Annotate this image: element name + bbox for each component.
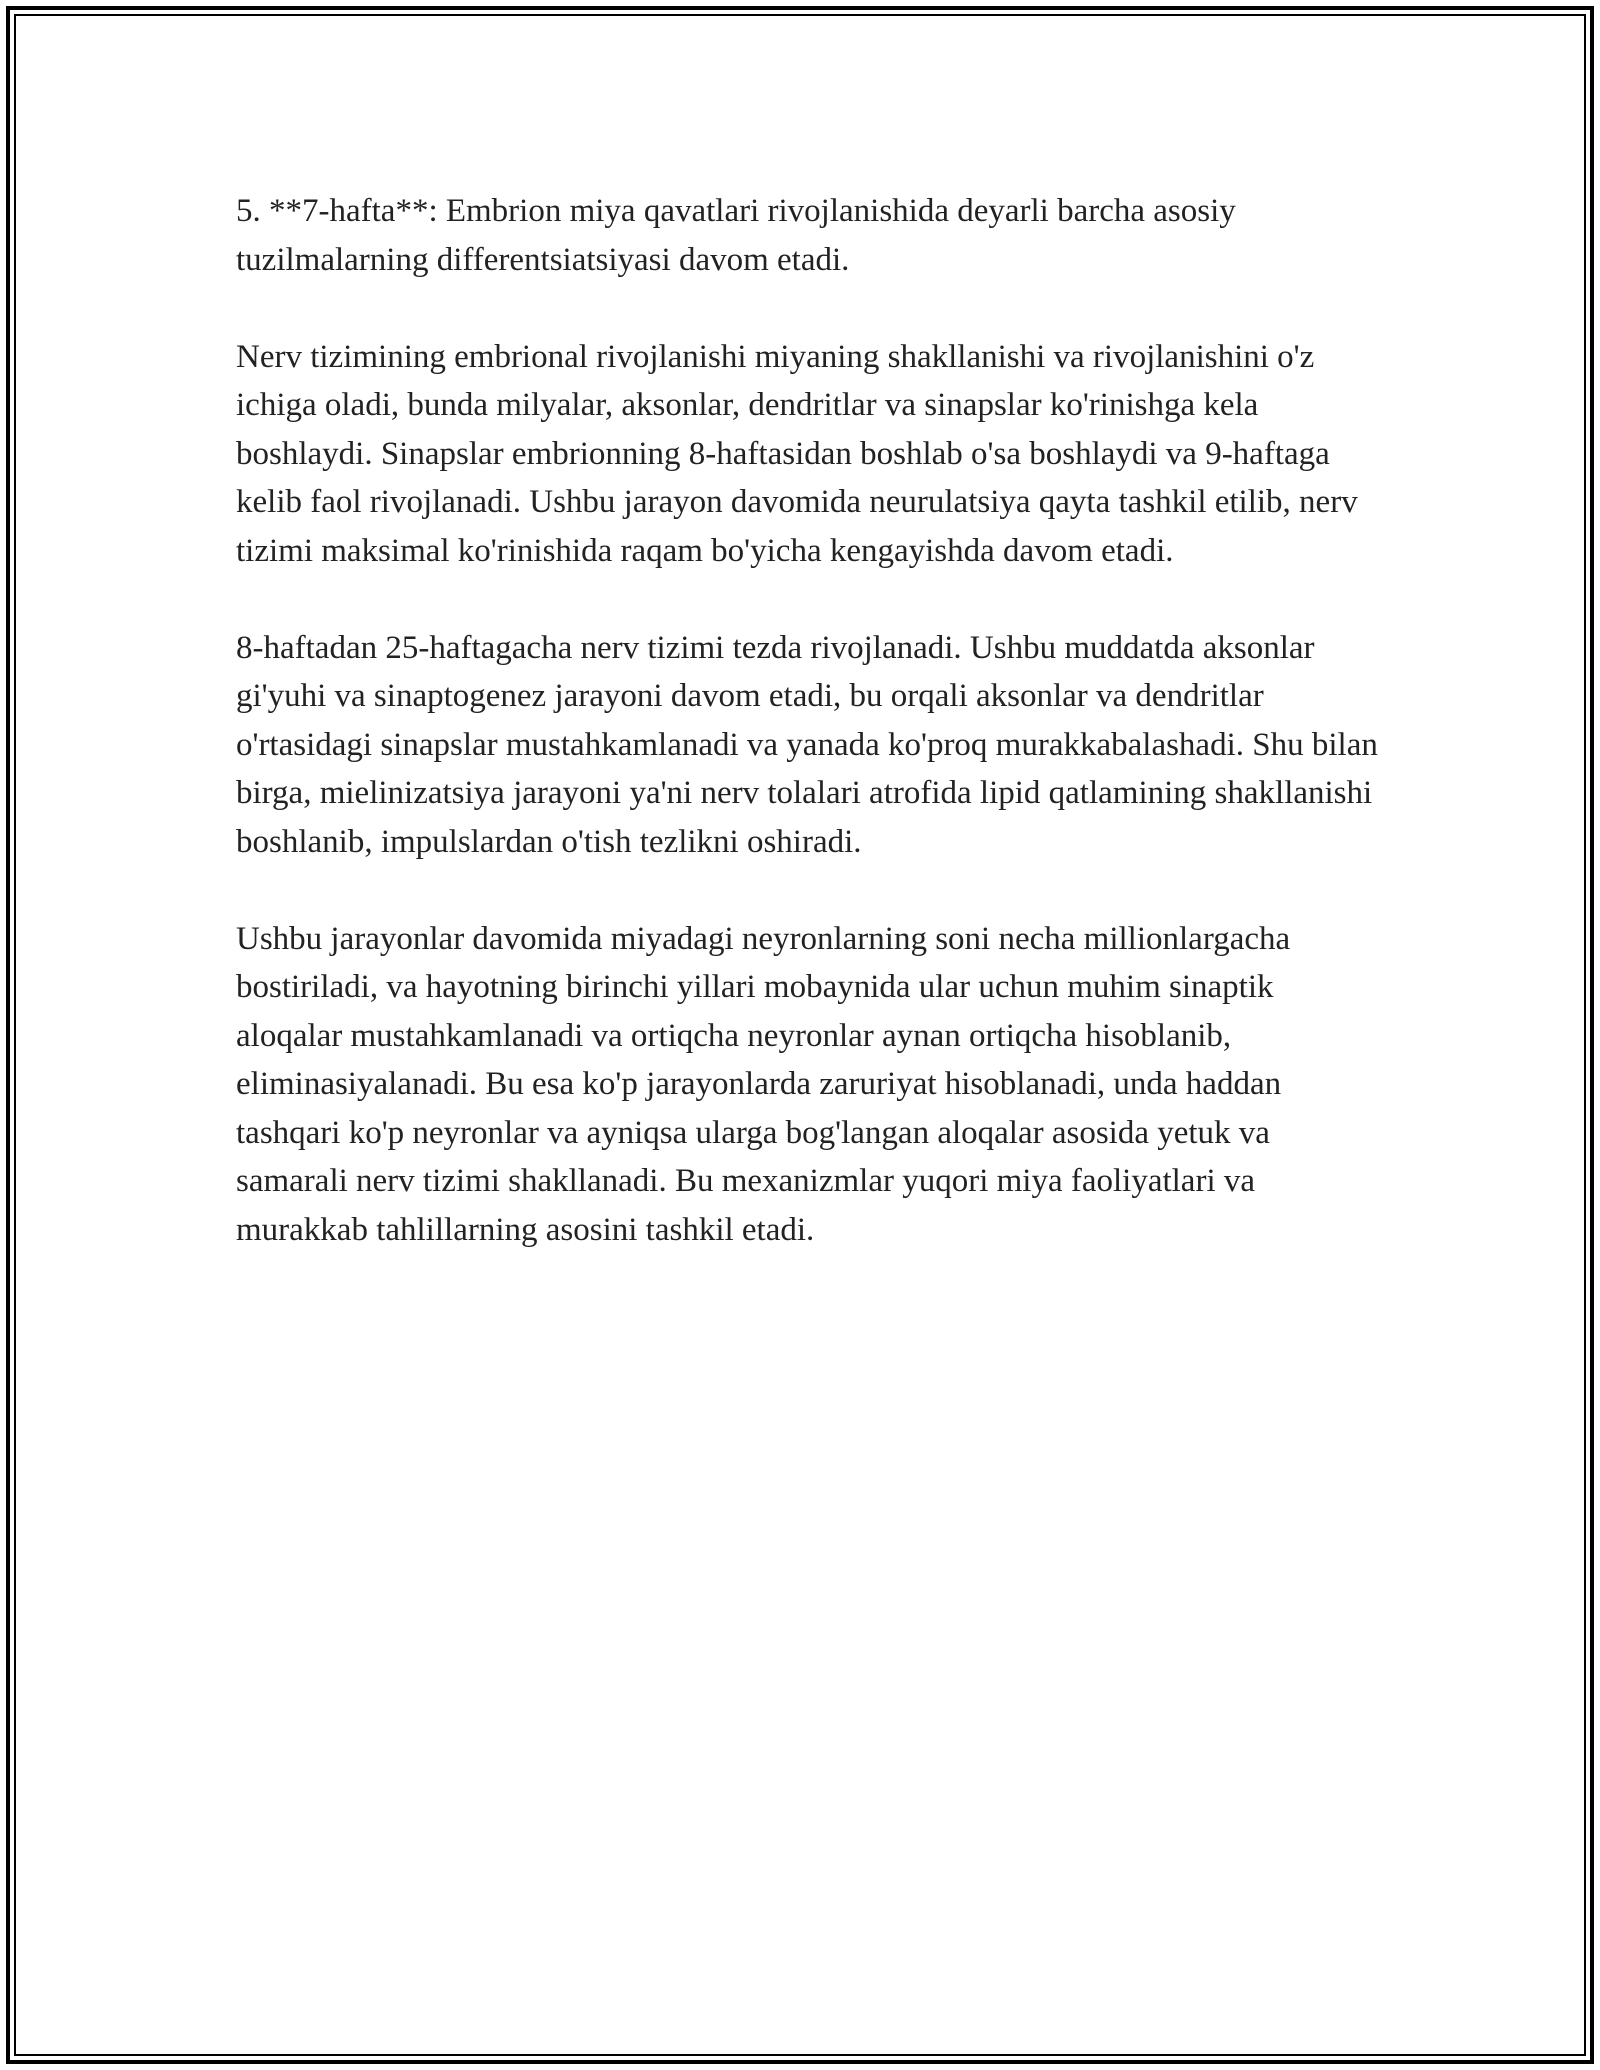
document-body	[236, 187, 1386, 1303]
paragraph-embrional-rivojlanish: Nerv tizimining embrional rivojlanishi miyaning shakllanishi va rivojlanishini o'z ichiga oladi, bunda milyalar, aksonlar, dendritlar va sinapslar ko'rinishga kela boshlaydi. Sinapslar embrionning 8-haftasidan boshlab o'sa boshlaydi va 9-haftaga kelib faol rivojlanadi. Ushbu jarayon davomida neurulatsiya qayta tashkil etilib, nerv tizimi maksimal ko'rinishida raqam bo'yicha kengayishda davom etadi.	[236, 338, 1358, 569]
paragraph-8-25-hafta: 8-haftadan 25-haftagacha nerv tizimi tezda rivojlanadi. Ushbu muddatda aksonlar gi'yuhi va sinaptogenez jarayoni davom etadi, bu orqali aksonlar va dendritlar o'rtasidagi sinapslar mustahkamlanadi va yanada ko'proq murakkabalashadi. Shu bilan birga, mielinizatsiya jarayoni ya'ni nerv tolalari atrofida lipid qatlamining shakllanishi boshlanib, impulslardan o'tish tezlikni oshiradi.	[236, 629, 1378, 860]
paragraph-7-hafta: 5. **7-hafta**: Embrion miya qavatlari rivojlanishida deyarli barcha asosiy tuzilmalarning differentsiatsiyasi davom etadi.	[236, 193, 1236, 278]
paragraph-neyronlar-eliminatsiyasi: Ushbu jarayonlar davomida miyadagi neyronlarning soni necha millionlargacha bostiriladi, va hayotning birinchi yillari mobaynida ular uchun muhim sinaptik aloqalar mustahkamlanadi va ortiqcha neyronlar aynan ortiqcha hisoblanib, eliminasiyalanadi. Bu esa ko'p jarayonlarda zaruriyat hisoblanadi, unda haddan tashqari ko'p neyronlar va ayniqsa ularga bog'langan aloqalar asosida yetuk va samarali nerv tizimi shakllanadi. Bu mexanizmlar yuqori miya faoliyatlari va murakkab tahlillarning asosini tashkil etadi.	[236, 920, 1291, 1248]
